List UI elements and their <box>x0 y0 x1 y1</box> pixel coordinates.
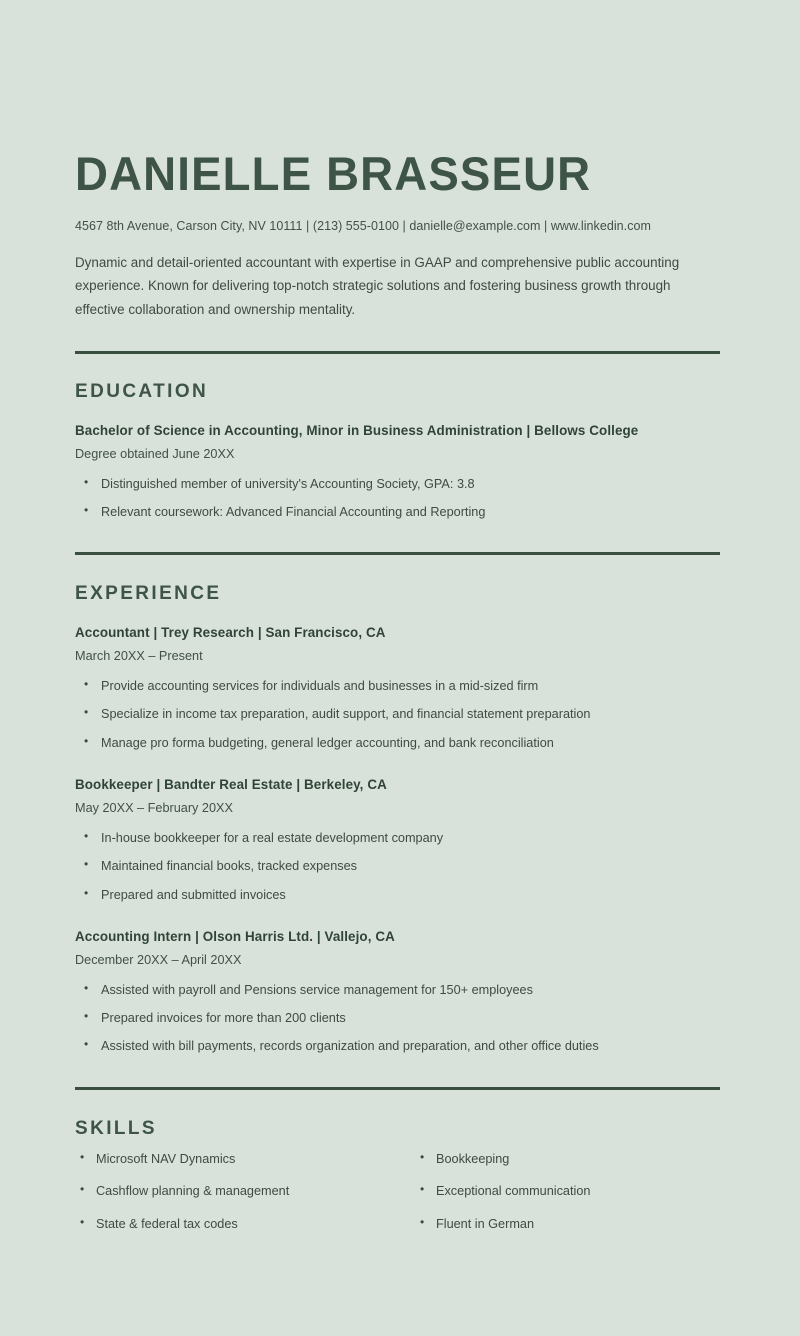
section-experience <box>75 584 725 1055</box>
list-item: • Relevant coursework: Advanced Financial Accounting and Reporting <box>75 503 725 521</box>
education-date: Degree obtained June 20XX <box>75 446 235 461</box>
section-skills <box>75 1119 725 1247</box>
experience-entry <box>75 928 725 1056</box>
skills-column-right <box>415 1150 720 1247</box>
list-item: • Prepared and submitted invoices <box>75 886 725 904</box>
section-heading-education: EDUCATION <box>75 381 209 403</box>
list-item: • Fluent in German <box>415 1215 720 1233</box>
section-divider-skills <box>75 1087 720 1090</box>
skills-column-left <box>75 1150 415 1247</box>
list-item: • Maintained financial books, tracked expenses <box>75 857 725 875</box>
list-item: • Microsoft NAV Dynamics <box>75 1150 415 1168</box>
experience-bullet-list <box>75 981 725 1056</box>
experience-date: May 20XX – February 20XX <box>75 800 233 815</box>
list-item: • Cashflow planning & management <box>75 1182 415 1200</box>
experience-bullet-list <box>75 829 725 904</box>
section-heading-skills: SKILLS <box>75 1117 157 1139</box>
education-entry <box>75 422 725 521</box>
education-degree-heading: Bachelor of Science in Accounting, Minor in Business Administration | Bellows College <box>75 423 639 439</box>
list-item: • Distinguished member of university's Accounting Society, GPA: 3.8 <box>75 475 725 493</box>
list-item: • Bookkeeping <box>415 1150 720 1168</box>
experience-entry <box>75 624 725 752</box>
skills-columns <box>75 1150 725 1247</box>
experience-job-heading: Accountant | Trey Research | San Francisco, CA <box>75 625 386 641</box>
list-item: • Specialize in income tax preparation, audit support, and financial statement preparation <box>75 705 725 723</box>
professional-summary: Dynamic and detail-oriented accountant with expertise in GAAP and comprehensive public accounting experience. Known for delivering top-notch strategic solutions and fostering business growth through effective collaboration and ownership mentality. <box>75 255 680 317</box>
list-item: • Assisted with payroll and Pensions service management for 150+ employees <box>75 981 725 999</box>
page-title: DANIELLE BRASSEUR <box>75 147 592 200</box>
section-education <box>75 382 725 521</box>
list-item: • Prepared invoices for more than 200 clients <box>75 1009 725 1027</box>
experience-job-heading: Accounting Intern | Olson Harris Ltd. | Vallejo, CA <box>75 928 395 944</box>
section-heading-experience: EXPERIENCE <box>75 583 222 605</box>
resume-header <box>75 0 725 321</box>
skills-list-left <box>75 1150 415 1233</box>
experience-job-heading: Bookkeeper | Bandter Real Estate | Berkeley, CA <box>75 777 387 793</box>
experience-bullet-list <box>75 677 725 752</box>
section-divider-experience <box>75 552 720 555</box>
list-item: • In-house bookkeeper for a real estate development company <box>75 829 725 847</box>
experience-date: March 20XX – Present <box>75 649 203 664</box>
contact-info-line: 4567 8th Avenue, Carson City, NV 10111 | (213) 555-0100 | danielle@example.com | www.linkedin.com <box>75 218 651 233</box>
list-item: • Manage pro forma budgeting, general ledger accounting, and bank reconciliation <box>75 734 725 752</box>
list-item: • Assisted with bill payments, records organization and preparation, and other office duties <box>75 1037 725 1055</box>
education-bullet-list <box>75 475 725 522</box>
list-item: • Provide accounting services for individuals and businesses in a mid-sized firm <box>75 677 725 695</box>
experience-entry <box>75 776 725 904</box>
list-item: • Exceptional communication <box>415 1182 720 1200</box>
section-divider-education <box>75 351 720 354</box>
experience-date: December 20XX – April 20XX <box>75 952 242 967</box>
list-item: • State & federal tax codes <box>75 1215 415 1233</box>
skills-list-right <box>415 1150 720 1233</box>
